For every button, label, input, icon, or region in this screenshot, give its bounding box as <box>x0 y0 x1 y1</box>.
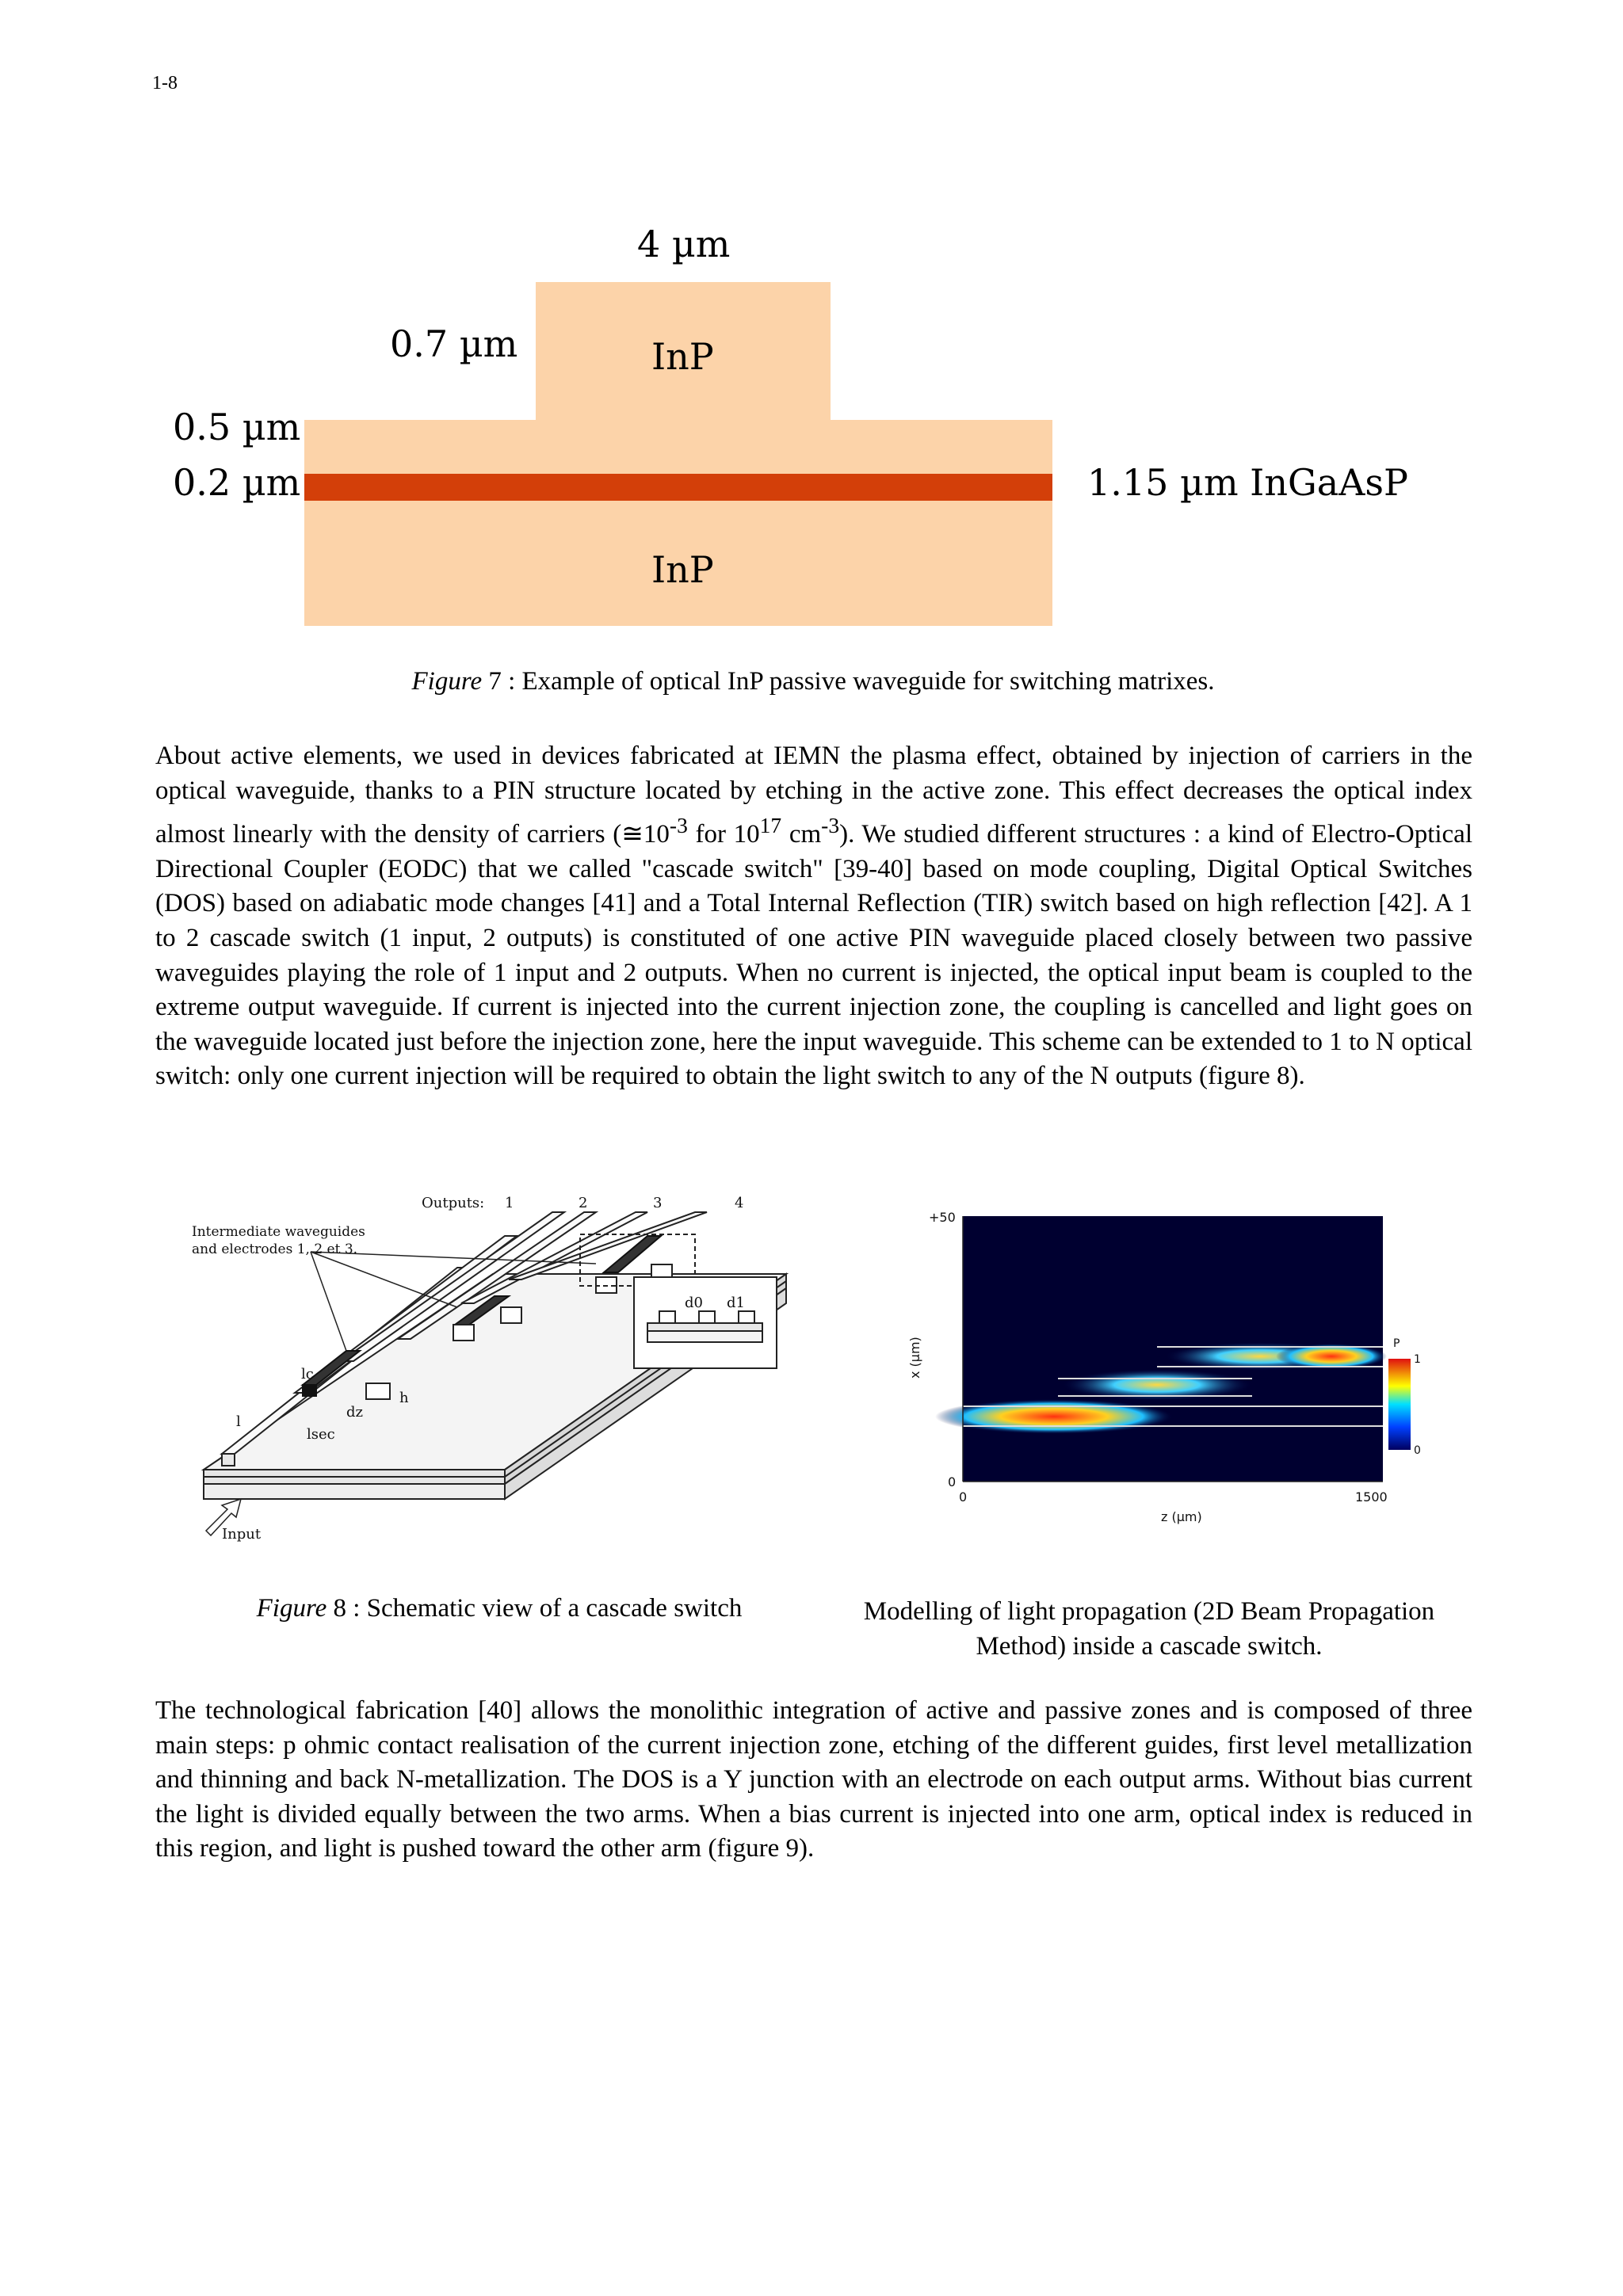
x-tick-left: 0 <box>959 1489 968 1505</box>
caption-text: 8 : Schematic view of a cascade switch <box>327 1594 743 1623</box>
superscript: -3 <box>669 813 688 838</box>
figure-7-waveguide-diagram <box>158 230 1474 642</box>
label-substrate-material: InP <box>651 548 714 591</box>
label-l: l <box>236 1413 241 1430</box>
inp-upper-cladding <box>304 420 1052 475</box>
label-h: h <box>399 1390 409 1406</box>
output-2-number: 2 <box>579 1195 588 1211</box>
label-dz: dz <box>346 1404 364 1421</box>
beam-input <box>935 1399 1173 1434</box>
y-tick-bottom: 0 <box>948 1474 957 1489</box>
colorbar <box>1388 1359 1411 1450</box>
figure-7-caption <box>155 667 1471 696</box>
paragraph-text: for 10 <box>687 820 760 849</box>
colorbar-tick-min: 0 <box>1414 1444 1421 1457</box>
paragraph-text: About active elements, we used in devices fabricated at IEMN the plasma effect, obtained by injection of carriers in the optical waveguide, thanks to a PIN structure located by etching in the active zone. This effect decreases the optical index almost linearly with the density of carriers (≅10 <box>155 742 1472 849</box>
outputs-label: Outputs: <box>422 1195 485 1211</box>
y-axis-label: x (µm) <box>907 1337 922 1379</box>
annotation-line-1: Intermediate waveguides <box>192 1224 365 1240</box>
label-rib-height: 0.7 µm <box>390 322 518 365</box>
bpm-propagation-plot <box>888 1204 1434 1545</box>
paragraph-text: ). We studied different structures : a kind of Electro-Optical Directional Coupler (EODC) that we called "cascade switch" [39-40] based on mode coupling, Digital Optical Switches (DOS) based on adiabatic mode changes [41] and a Total Internal Reflection (TIR) switch based on high reflection [42]. A 1 to 2 cascade switch (1 input, 2 outputs) is constituted of one active PIN waveguide placed closely between two passive waveguides playing the role of 1 input and 2 outputs. When no current is injected, the optical input beam is coupled to the extreme output waveguide. If current is injected into the current injection zone, the coupling is cancelled and light goes on the waveguide located just before the injection zone, here the input waveguide. This scheme can be extended to 1 to N optical switch: only one current injection will be required to obtain the light switch to any of the N outputs (figure 8). <box>155 820 1472 1091</box>
superscript: -3 <box>821 813 840 838</box>
label-lsec: lsec <box>307 1426 335 1443</box>
input-label: Input <box>222 1526 262 1543</box>
cascade-switch-schematic <box>184 1188 810 1545</box>
figure-8-caption <box>182 1594 816 1623</box>
label-d1: d1 <box>727 1295 745 1311</box>
page-number: 1-8 <box>152 73 178 93</box>
body-paragraph-2: The technological fabrication [40] allows the monolithic integration of active and passive zones and is composed of three main steps: p ohmic contact realisation of the current injection zone, etching of the different guides, first level metallization and thinning and back N-metallization. The DOS is a Y junction with an electrode on each output arms. Without bias current the light is divided equally between the two arms. When a bias current is injected into one arm, optical index is reduced in this region, and light is pushed toward the other arm (figure 9). <box>155 1696 1472 1863</box>
superscript: 17 <box>759 813 782 838</box>
label-rib-material: InP <box>651 335 714 378</box>
label-rib-width: 4 µm <box>637 230 731 265</box>
y-tick-top: +50 <box>929 1210 956 1225</box>
colorbar-label: P <box>1393 1337 1400 1350</box>
body-paragraph-1 <box>155 739 1472 1094</box>
x-axis-label: z (µm) <box>1161 1509 1202 1524</box>
label-core-material: 1.15 µm InGaAsP <box>1087 461 1408 504</box>
annotation-line-2: and electrodes 1, 2 et 3. <box>192 1241 358 1257</box>
output-3-number: 3 <box>653 1195 663 1211</box>
colorbar-tick-max: 1 <box>1414 1353 1421 1366</box>
x-tick-right: 1500 <box>1355 1489 1388 1505</box>
caption-text: 7 : Example of optical InP passive waveguide for switching matrixes. <box>482 667 1215 696</box>
label-lc: lc <box>301 1366 314 1383</box>
waveguide-cross-section <box>158 230 1474 642</box>
figure-label: Figure <box>256 1594 327 1623</box>
figure-8-schematic <box>184 1188 810 1545</box>
paragraph-text: cm <box>781 820 822 849</box>
output-1-number: 1 <box>505 1195 514 1211</box>
bpm-plot-caption: Modelling of light propagation (2D Beam Propagation Method) inside a cascade switch. <box>863 1597 1435 1661</box>
label-d0: d0 <box>685 1295 703 1311</box>
ingaasp-core <box>304 474 1052 501</box>
bpm-heatmap <box>888 1204 1434 1545</box>
label-upper-cladding-thickness: 0.5 µm <box>173 406 301 448</box>
figure-label: Figure <box>411 667 483 696</box>
label-core-thickness: 0.2 µm <box>173 461 301 504</box>
output-4-number: 4 <box>735 1195 744 1211</box>
